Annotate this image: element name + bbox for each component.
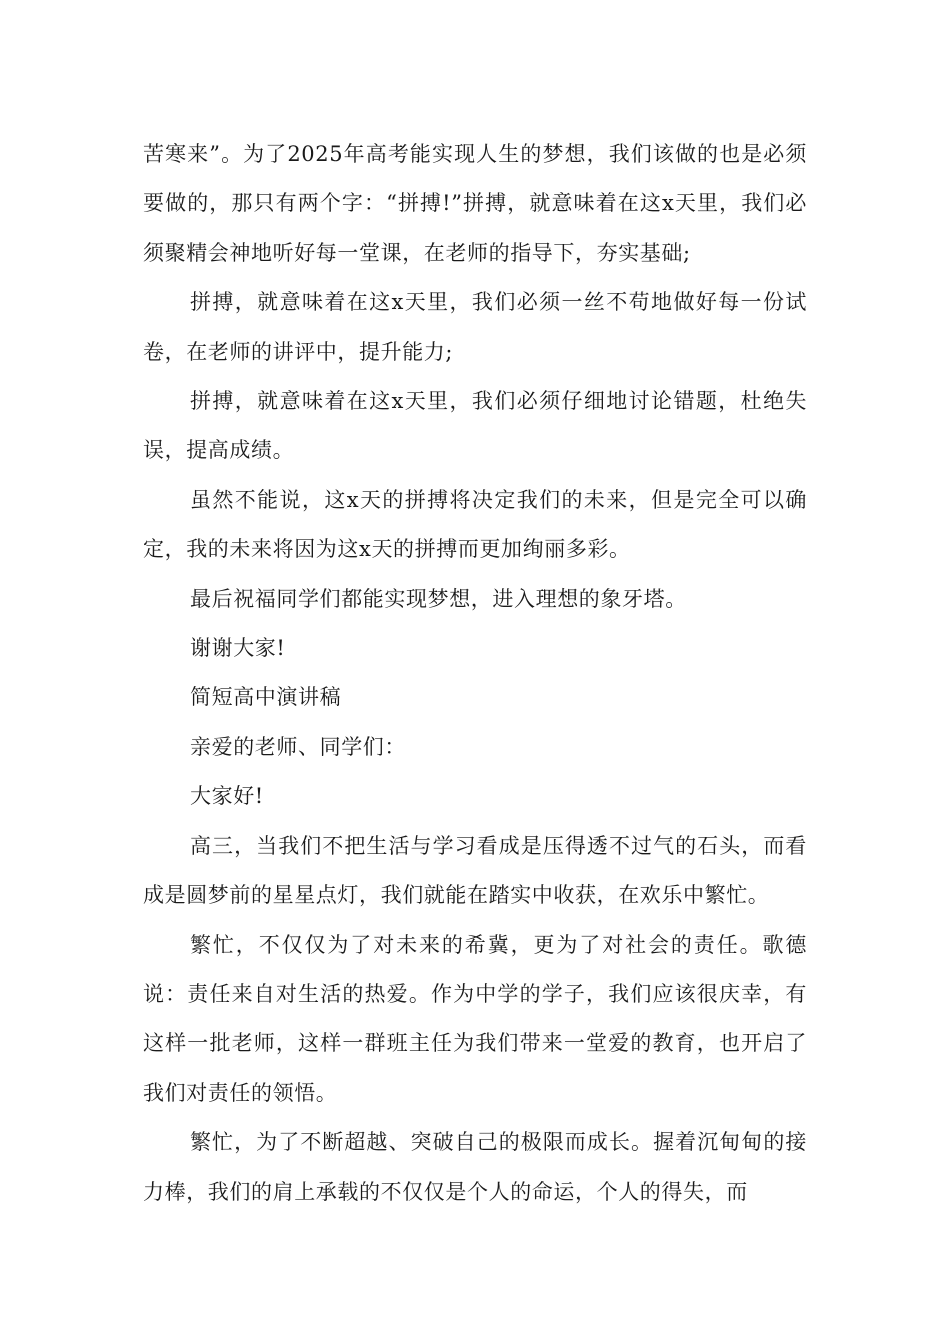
paragraph: 虽然不能说，这x天的拼搏将决定我们的未来，但是完全可以确定，我的未来将因为这x天的拼搏而更加绚丽多彩。 bbox=[143, 487, 807, 562]
section-title: 简短高中演讲稿 bbox=[190, 685, 342, 710]
paragraph: 繁忙，为了不断超越、突破自己的极限而成长。握着沉甸甸的接力棒，我们的肩上承载的不仅仅是个人的命运，个人的得失，而 bbox=[143, 1130, 807, 1204]
paragraph: 谢谢大家! bbox=[190, 636, 286, 661]
paragraph: 高三，当我们不把生活与学习看成是压得透不过气的石头，而看成是圆梦前的星星点灯，我们就能在踏实中收获，在欢乐中繁忙。 bbox=[143, 833, 807, 908]
paragraph: 拼搏，就意味着在这x天里，我们必须仔细地讨论错题，杜绝失误，提高成绩。 bbox=[143, 389, 807, 463]
salutation: 亲爱的老师、同学们： bbox=[190, 734, 406, 759]
paragraph: 繁忙，不仅仅为了对未来的希冀，更为了对社会的责任。歌德说：责任来自对生活的热爱。作为中学的学子，我们应该很庆幸，有这样一批老师，这样一群班主任为我们带来一堂爱的教育，也开启了我们对责任的领悟。 bbox=[143, 932, 807, 1105]
greeting: 大家好! bbox=[190, 784, 264, 809]
paragraph: 拼搏，就意味着在这x天里，我们必须一丝不苟地做好每一份试卷，在老师的讲评中，提升能力; bbox=[143, 290, 807, 364]
paragraph: 最后祝福同学们都能实现梦想，进入理想的象牙塔。 bbox=[190, 586, 687, 611]
paragraph: 苦寒来”。为了2025年高考能实现人生的梦想，我们该做的也是必须要做的，那只有两个字：“拼搏!”拼搏，就意味着在这x天里，我们必须聚精会神地听好每一堂课，在老师的指导下，夯实基础; bbox=[143, 142, 807, 265]
document-body bbox=[143, 130, 807, 1217]
